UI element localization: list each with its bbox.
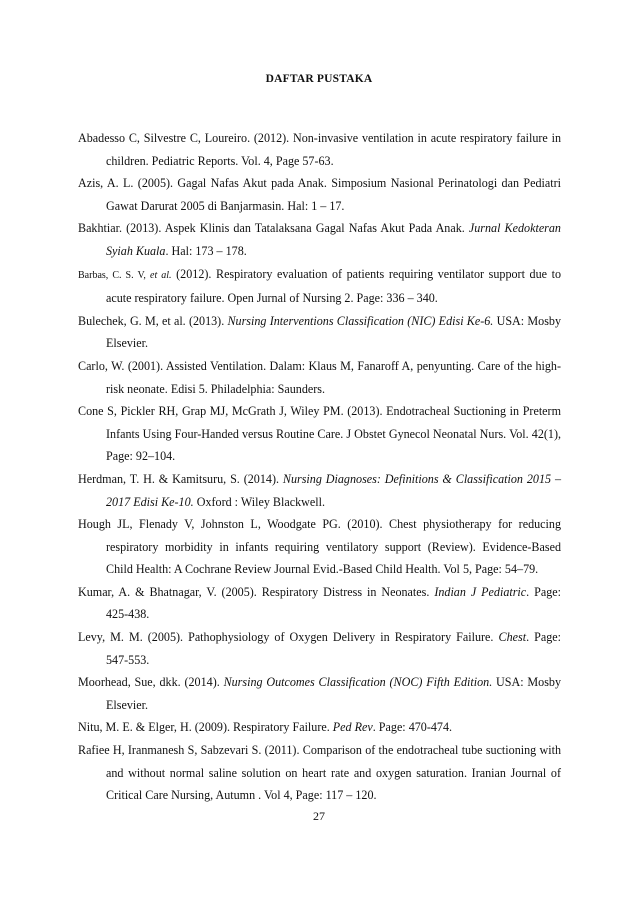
reference-text: Azis, A. L. (2005). Gagal Nafas Akut pada Anak. Simposium Nasional Perinatologi dan Pediatri Gawat Darurat 2005 di Banjarmasin. Hal: 1 – 17. bbox=[78, 176, 561, 213]
reference-entry bbox=[78, 581, 561, 626]
reference-entry bbox=[78, 671, 561, 716]
reference-text: Bulechek, G. M, et al. (2013). bbox=[78, 313, 228, 328]
reference-source-italic: Jurnal Kedokteran Syiah Kuala bbox=[106, 221, 561, 258]
reference-text: Rafiee H, Iranmanesh S, Sabzevari S. (2011). Comparison of the endotracheal tube suctioning with and without normal saline solution on heart rate and oxygen saturation. Iranian Journal of Critical Care Nursing, Autumn . Vol 4, Page: 117 – 120. bbox=[78, 743, 561, 803]
page-number: 27 bbox=[313, 809, 325, 823]
reference-entry bbox=[78, 127, 561, 172]
reference-source-italic: Nursing Diagnoses: Definitions & Classification 2015 – 2017 Edisi Ke-10. bbox=[106, 471, 561, 509]
reference-source-italic: Chest bbox=[498, 630, 527, 645]
reference-text: Abadesso C, Silvestre C, Loureiro. (2012). Non-invasive ventilation in acute respiratory failure in children. Pediatric Reports. Vol. 4, Page 57-63. bbox=[78, 131, 561, 168]
reference-text: Carlo, W. (2001). Assisted Ventilation. Dalam: Klaus M, Fanaroff A, penyunting. Care of the high-risk neonate. Edisi 5. Philadelphia: Saunders. bbox=[78, 358, 561, 396]
reference-list bbox=[78, 127, 561, 807]
reference-entry bbox=[78, 310, 561, 355]
page-title: DAFTAR PUSTAKA bbox=[265, 73, 373, 85]
reference-entry bbox=[78, 739, 561, 807]
reference-entry bbox=[78, 172, 561, 217]
reference-text: USA: Mosby Elsevier. bbox=[106, 313, 561, 351]
reference-text: USA: Mosby Elsevier. bbox=[106, 675, 561, 712]
reference-text: Nitu, M. E. & Elger, H. (2009). Respiratory Failure. bbox=[78, 720, 333, 735]
reference-text: Hough JL, Flenady V, Johnston L, Woodgate PG. (2010). Chest physiotherapy for reducing respiratory morbidity in infants requiring ventilatory support (Review). Evidence-Based Child Health: A Cochrane Review Journal Evid.-Based Child Health. Vol 5, Page: 54–79. bbox=[78, 517, 561, 577]
reference-text: Kumar, A. & Bhatnagar, V. (2005). Respiratory Distress in Neonates. bbox=[78, 584, 435, 599]
reference-text: (2012). Respiratory evaluation of patients requiring ventilator support due to acute respiratory failure. Open Jurnal of Nursing 2. Page: 336 – 340. bbox=[106, 266, 561, 306]
reference-source-italic: Nursing Interventions Classification (NIC) Edisi Ke-6. bbox=[227, 313, 494, 328]
reference-entry bbox=[78, 263, 561, 310]
reference-text: Levy, M. M. (2005). Pathophysiology of Oxygen Delivery in Respiratory Failure. bbox=[78, 630, 499, 645]
reference-source-italic: Nursing Outcomes Classification (NOC) Fifth Edition. bbox=[223, 675, 493, 690]
reference-author-italic: et al. bbox=[150, 269, 172, 281]
reference-text: . Page: 470-474. bbox=[372, 720, 453, 735]
reference-entry bbox=[78, 626, 561, 671]
reference-text: Bakhtiar. (2013). Aspek Klinis dan Tatalaksana Gagal Nafas Akut Pada Anak. bbox=[78, 221, 469, 236]
reference-entry bbox=[78, 355, 561, 400]
reference-text: Oxford : Wiley Blackwell. bbox=[193, 494, 325, 509]
reference-text: . Page: 547-553. bbox=[106, 630, 562, 667]
reference-source-italic: Ped Rev bbox=[332, 720, 373, 735]
reference-entry bbox=[78, 716, 561, 739]
reference-author-small: Barbas, C. S. V, bbox=[78, 269, 150, 281]
reference-text: . Page: 425-438. bbox=[106, 584, 561, 622]
reference-text: . Hal: 173 – 178. bbox=[165, 243, 247, 258]
reference-entry bbox=[78, 217, 561, 262]
reference-text: Moorhead, Sue, dkk. (2014). bbox=[78, 675, 224, 690]
reference-text: Herdman, T. H. & Kamitsuru, S. (2014). bbox=[78, 471, 283, 486]
reference-source-italic: Indian J Pediatric bbox=[434, 584, 527, 599]
reference-entry bbox=[78, 400, 561, 468]
reference-text: Cone S, Pickler RH, Grap MJ, McGrath J, Wiley PM. (2013). Endotracheal Suctioning in Preterm Infants Using Four-Handed versus Routine Care. J Obstet Gynecol Neonatal Nurs. Vol. 42(1), Page: 92–104. bbox=[78, 404, 561, 464]
reference-entry bbox=[78, 468, 561, 513]
reference-entry bbox=[78, 513, 561, 581]
